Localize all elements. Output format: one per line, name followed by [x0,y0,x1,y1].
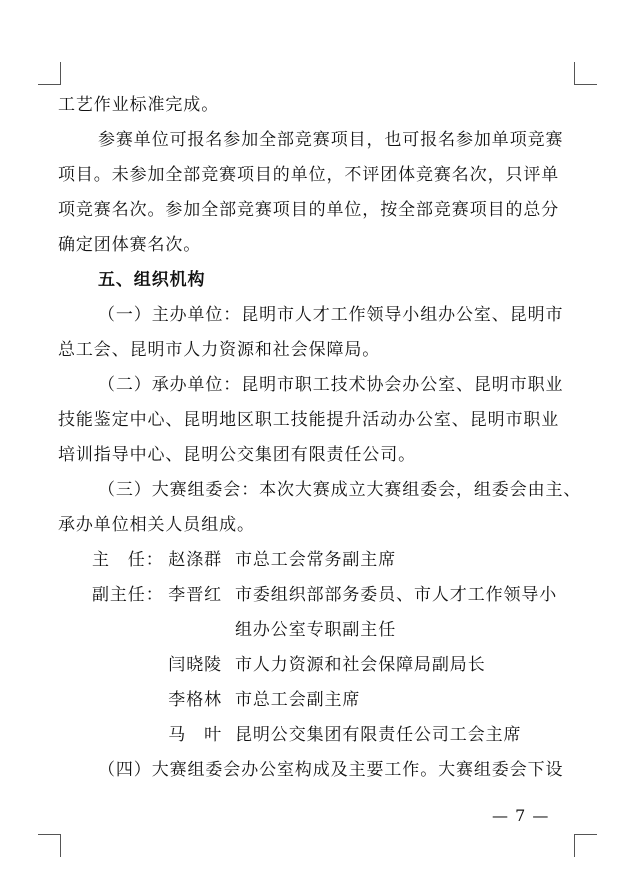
committee-deputy-row [58,683,578,718]
org-line: （二）承办单位：昆明市职工技术协会办公室、昆明市职业 [98,375,564,395]
deputy-post-continued: 组办公室专职副主任 [235,620,397,640]
paragraph-line: 项目。未参加全部竞赛项目的单位，不评团体竞赛名次，只评单 [58,165,560,185]
org-line: 技能鉴定中心、昆明地区职工技能提升活动办公室、昆明市职业 [58,410,560,430]
deputy-post: 市总工会副主席 [235,690,361,710]
org-line: 承办单位相关人员组成。 [58,515,255,535]
deputy-name: 李格林 [168,690,222,710]
paragraph-line: （四）大赛组委会办公室构成及主要工作。大赛组委会下设 [98,760,564,780]
org-line: （一）主办单位：昆明市人才工作领导小组办公室、昆明市 [98,305,564,325]
section-heading: 五、组织机构 [98,270,206,290]
org-line: 培训指导中心、昆明公交集团有限责任公司。 [58,445,416,465]
deputy-name: 马 叶 [168,725,222,745]
deputy-name: 李晋红 [168,585,222,605]
org-line: （三）大赛组委会：本次大赛成立大赛组委会，组委会由主、 [98,480,582,500]
deputy-role: 副主任： [92,585,164,605]
crop-mark-bottom-left [38,834,61,857]
paragraph-line: 工艺作业标准完成。 [58,95,220,115]
deputy-post: 昆明公交集团有限责任公司工会主席 [235,725,522,745]
paragraph-line: 确定团体赛名次。 [58,235,202,255]
org-line: 总工会、昆明市人力资源和社会保障局。 [58,340,381,360]
committee-deputy-row [58,578,578,613]
document-body [58,88,582,788]
deputy-post: 市委组织部部务委员、市人才工作领导小 [235,585,558,605]
director-role: 主 任： [92,550,164,570]
director-name: 赵涤群 [168,550,222,570]
deputy-post: 市人力资源和社会保障局副局长 [235,655,486,675]
page-number: — 7 — [492,806,550,825]
committee-deputy-row-continued [58,613,578,648]
paragraph-line: 项竞赛名次。参加全部竞赛项目的单位，按全部竞赛项目的总分 [58,200,560,220]
paragraph-line: 参赛单位可报名参加全部竞赛项目，也可报名参加单项竞赛 [98,130,564,150]
crop-mark-top-right [574,62,597,85]
deputy-name: 闫晓陵 [168,655,222,675]
committee-director-row [58,543,578,578]
crop-mark-bottom-right [574,834,597,857]
committee-deputy-row [58,718,578,753]
crop-mark-top-left [38,62,61,85]
director-post: 市总工会常务副主席 [235,550,397,570]
committee-deputy-row [58,648,578,683]
